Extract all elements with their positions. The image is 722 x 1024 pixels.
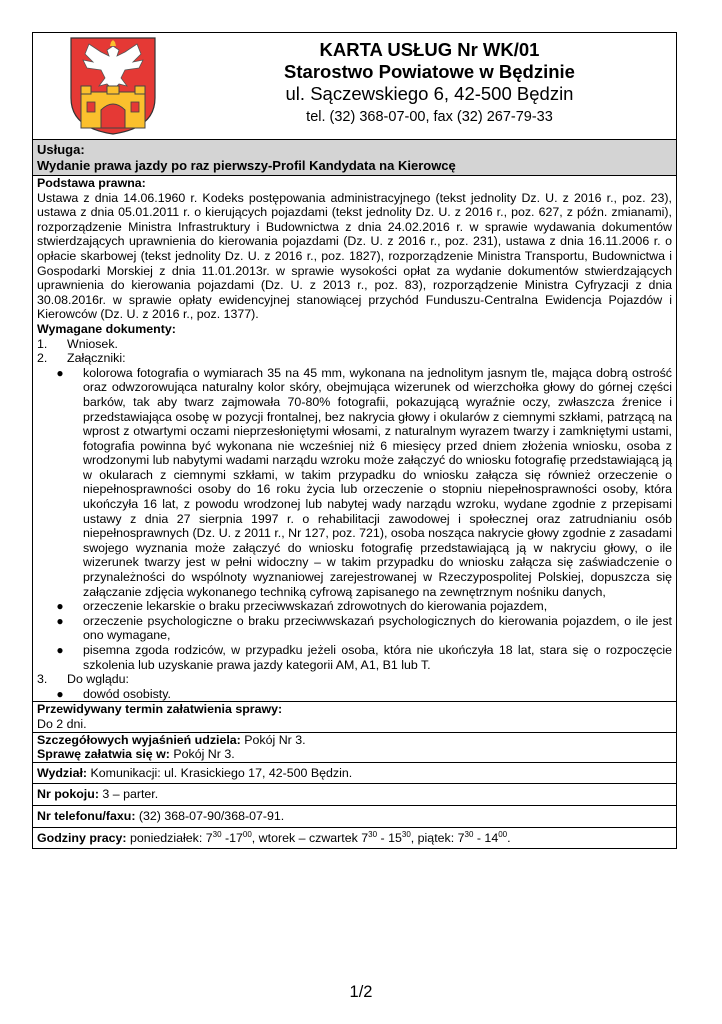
hours-section [32,828,677,850]
hours-tue-thu: , wtorek – czwartek $7^{30} - 15^{30}$ [251,829,411,845]
required-docs-label: Wymagane dokumenty: [37,321,176,336]
doc-item-text: Do wglądu: [67,672,129,687]
phone-value: (32) 368-07-90/368-07-91. [135,808,285,823]
hours-friday: , piątek: $7^{30} - 14^{00}$. [410,829,511,845]
phone-section [32,806,677,828]
header-text [183,39,676,127]
doc-item-2 [37,351,672,366]
doc-item-1 [37,337,672,352]
department-section [32,763,677,785]
department-value: Komunikacji: ul. Krasickiego 17, 42-500 Będzin. [87,765,353,780]
legal-and-docs-section [32,176,677,702]
office-name: Starostwo Powiatowe w Będzinie [284,61,575,82]
service-name: Wydanie prawa jazdy po raz pierwszy-Profil Kandydata na Kierowcę [37,157,456,173]
legal-basis-text: Ustawa z dnia 14.06.1960 r. Kodeks postępowania administracyjnego (tekst jednolity Dz. U. z 2016 r., poz. 23), ustawa z dnia 05.01.2011 r. o kierujących pojazdami (tekst jednolity Dz. U. z 2016 r., poz. 627, z późn. zmianami), rozporządzenie Ministra Infrastruktury i Budownictwa z dnia 24.02.2016 r. w sprawie wydawania dokumentów stwierdzających uprawnienia do kierowania pojazdami (Dz. U. z 2016 r., poz. 231), ustawa z dnia 16.11.2006 r. o opłacie skarbowej (tekst jednolity Dz. U. z 2016 r., poz. 1827), rozporządzenie Ministra Transportu, Budownictwa i Gospodarki Morskiej z dnia 11.01.2013r. w sprawie wysokości opłat za wydanie dokumentów stwierdzających uprawnienia do kierowania pojazdami (Dz. U. z 2013 r., poz. 83), rozporządzenie Ministra Cyfryzacji z dnia 30.08.2016r. w sprawie opłaty ewidencyjnej stanowiącej przychód Funduszu-Centralna Ewidencja Pojazdów i Kierowców (Dz. U. z 2016 r., poz. 1377). [37,190,672,322]
hours-label: Godziny pracy: [37,830,127,845]
bullet-icon: ● [56,686,64,701]
attachment-item [37,366,672,600]
bullet-icon: ● [56,599,64,614]
bullet-icon: ● [56,365,64,380]
details-label: Szczegółowych wyjaśnień udziela: [37,732,241,747]
phone-label: Nr telefonu/faxu: [37,808,136,823]
attachment-item [37,643,672,672]
office-address: ul. Sączewskiego 6, 42-500 Będzin [285,83,574,104]
attachment-text: kolorowa fotografia o wymiarach 35 na 45 mm, wykonana na jednolitym jasnym tle, mająca dobrą ostrość oraz odwzorowująca naturalny kolor skóry, obejmująca wizerunek od wierzchołka głowy do górnej części barków, tak aby twarz zajmowała 70-80% fotografii, pokazującą wyraźnie oczy, zwłaszcza źrenice i przedstawiająca osobę w pozycji frontalnej, bez nakrycia głowy i okularów z ciemnymi szkłami, patrzącą na wprost z otwartymi oczami nieprzesłoniętymi włosami, z naturalnym wyrazem twarzy i zamkniętymi ustami, fotografia powinna być wykonana nie wcześniej niż 6 miesięcy przed dniem złożenia wniosku, osoba z wrodzonymi lub nabytymi wadami narządu wzroku może załączyć do wniosku fotografię przedstawiającą ją w okularach z ciemnymi szkłami, w takim przypadku do wniosku załącza się również orzeczenie o niepełnosprawności osoby do 16 roku życia lub orzeczenie o stopniu niepełnosprawności osoby, która ukończyła 16 lat, z powodu wrodzonej lub nabytej wady narządu wzroku, wydane zgodnie z przepisami ustawy z dnia 27 sierpnia 1997 r. o rehabilitacji zawodowej i społecznej oraz zatrudnianiu osób niepełnosprawnych (Dz. U. z 2011 r., Nr 127, poz. 721), osoba nosząca nakrycie głowy zgodnie z zasadami swojego wyznania może załączyć do wniosku fotografię przedstawiającą ją w nakryciu głowy, o ile wizerunek twarzy jest w pełni widoczny – w takim przypadku do wniosku załącza się zaświadczenie o przynależności do wspólnoty wyznaniowej zarejestrowanej w Rzeczypospolitej Polskiej, dopuszcza się załączanie zdjęcia wykonanego techniką cyfrową zapisanego na zewnętrznym nośniku danych, [83,365,672,599]
service-section [32,140,677,176]
term-label: Przewidywany termin załatwienia sprawy: [37,702,283,717]
handler-label: Sprawę załatwia się w: [37,747,170,762]
service-label: Usługa: [37,142,85,157]
doc-item-number: 2. [37,351,48,366]
details-section [32,733,677,763]
office-phones: tel. (32) 368-07-00, fax (32) 267-79-33 [306,109,553,125]
term-section [32,702,677,732]
legal-basis-label: Podstawa prawna: [37,176,146,190]
page-number: 1/2 [349,983,373,1001]
doc-item-text: Wniosek. [67,336,118,351]
card-header [32,32,677,140]
attachment-text: orzeczenie lekarskie o braku przeciwwskazań zdrowotnych do kierowania pojazdem, [83,599,548,614]
attachment-item [37,599,672,614]
department-label: Wydział: [37,765,88,780]
hours-monday: poniedziałek: $7^{30}$ $-17^{00}$ [126,829,252,845]
attachment-text: orzeczenie psychologiczne o braku przeciwwskazań psychologicznych do kierowania pojazdem, o ile jest ono wymagane, [83,613,672,643]
bullet-icon: ● [56,643,64,657]
handler-value: Pokój Nr 3. [169,747,235,762]
details-value: Pokój Nr 3. [240,732,306,747]
room-section [32,784,677,806]
doc-item-3 [37,672,672,687]
room-label: Nr pokoju: [37,787,99,802]
inspect-text: dowód osobisty. [83,686,171,701]
card-title: KARTA USŁUG Nr WK/01 [319,39,540,60]
term-value: Do 2 dni. [37,716,87,731]
coat-of-arms-icon [63,36,163,136]
room-value: 3 – parter. [98,787,159,802]
attachment-text: pisemna zgoda rodziców, w przypadku jeżeli osoba, która nie ukończyła 18 lat, stara się o rozpoczęcie szkolenia lub uzyskanie prawa jazdy kategorii AM, A1, B1 lub T. [83,643,672,672]
attachment-item [37,614,672,643]
inspect-item [37,687,672,702]
bullet-icon: ● [56,613,64,628]
doc-item-number: 3. [37,672,48,687]
doc-item-number: 1. [37,336,48,351]
doc-item-text: Załączniki: [67,351,126,366]
service-card [32,32,677,849]
